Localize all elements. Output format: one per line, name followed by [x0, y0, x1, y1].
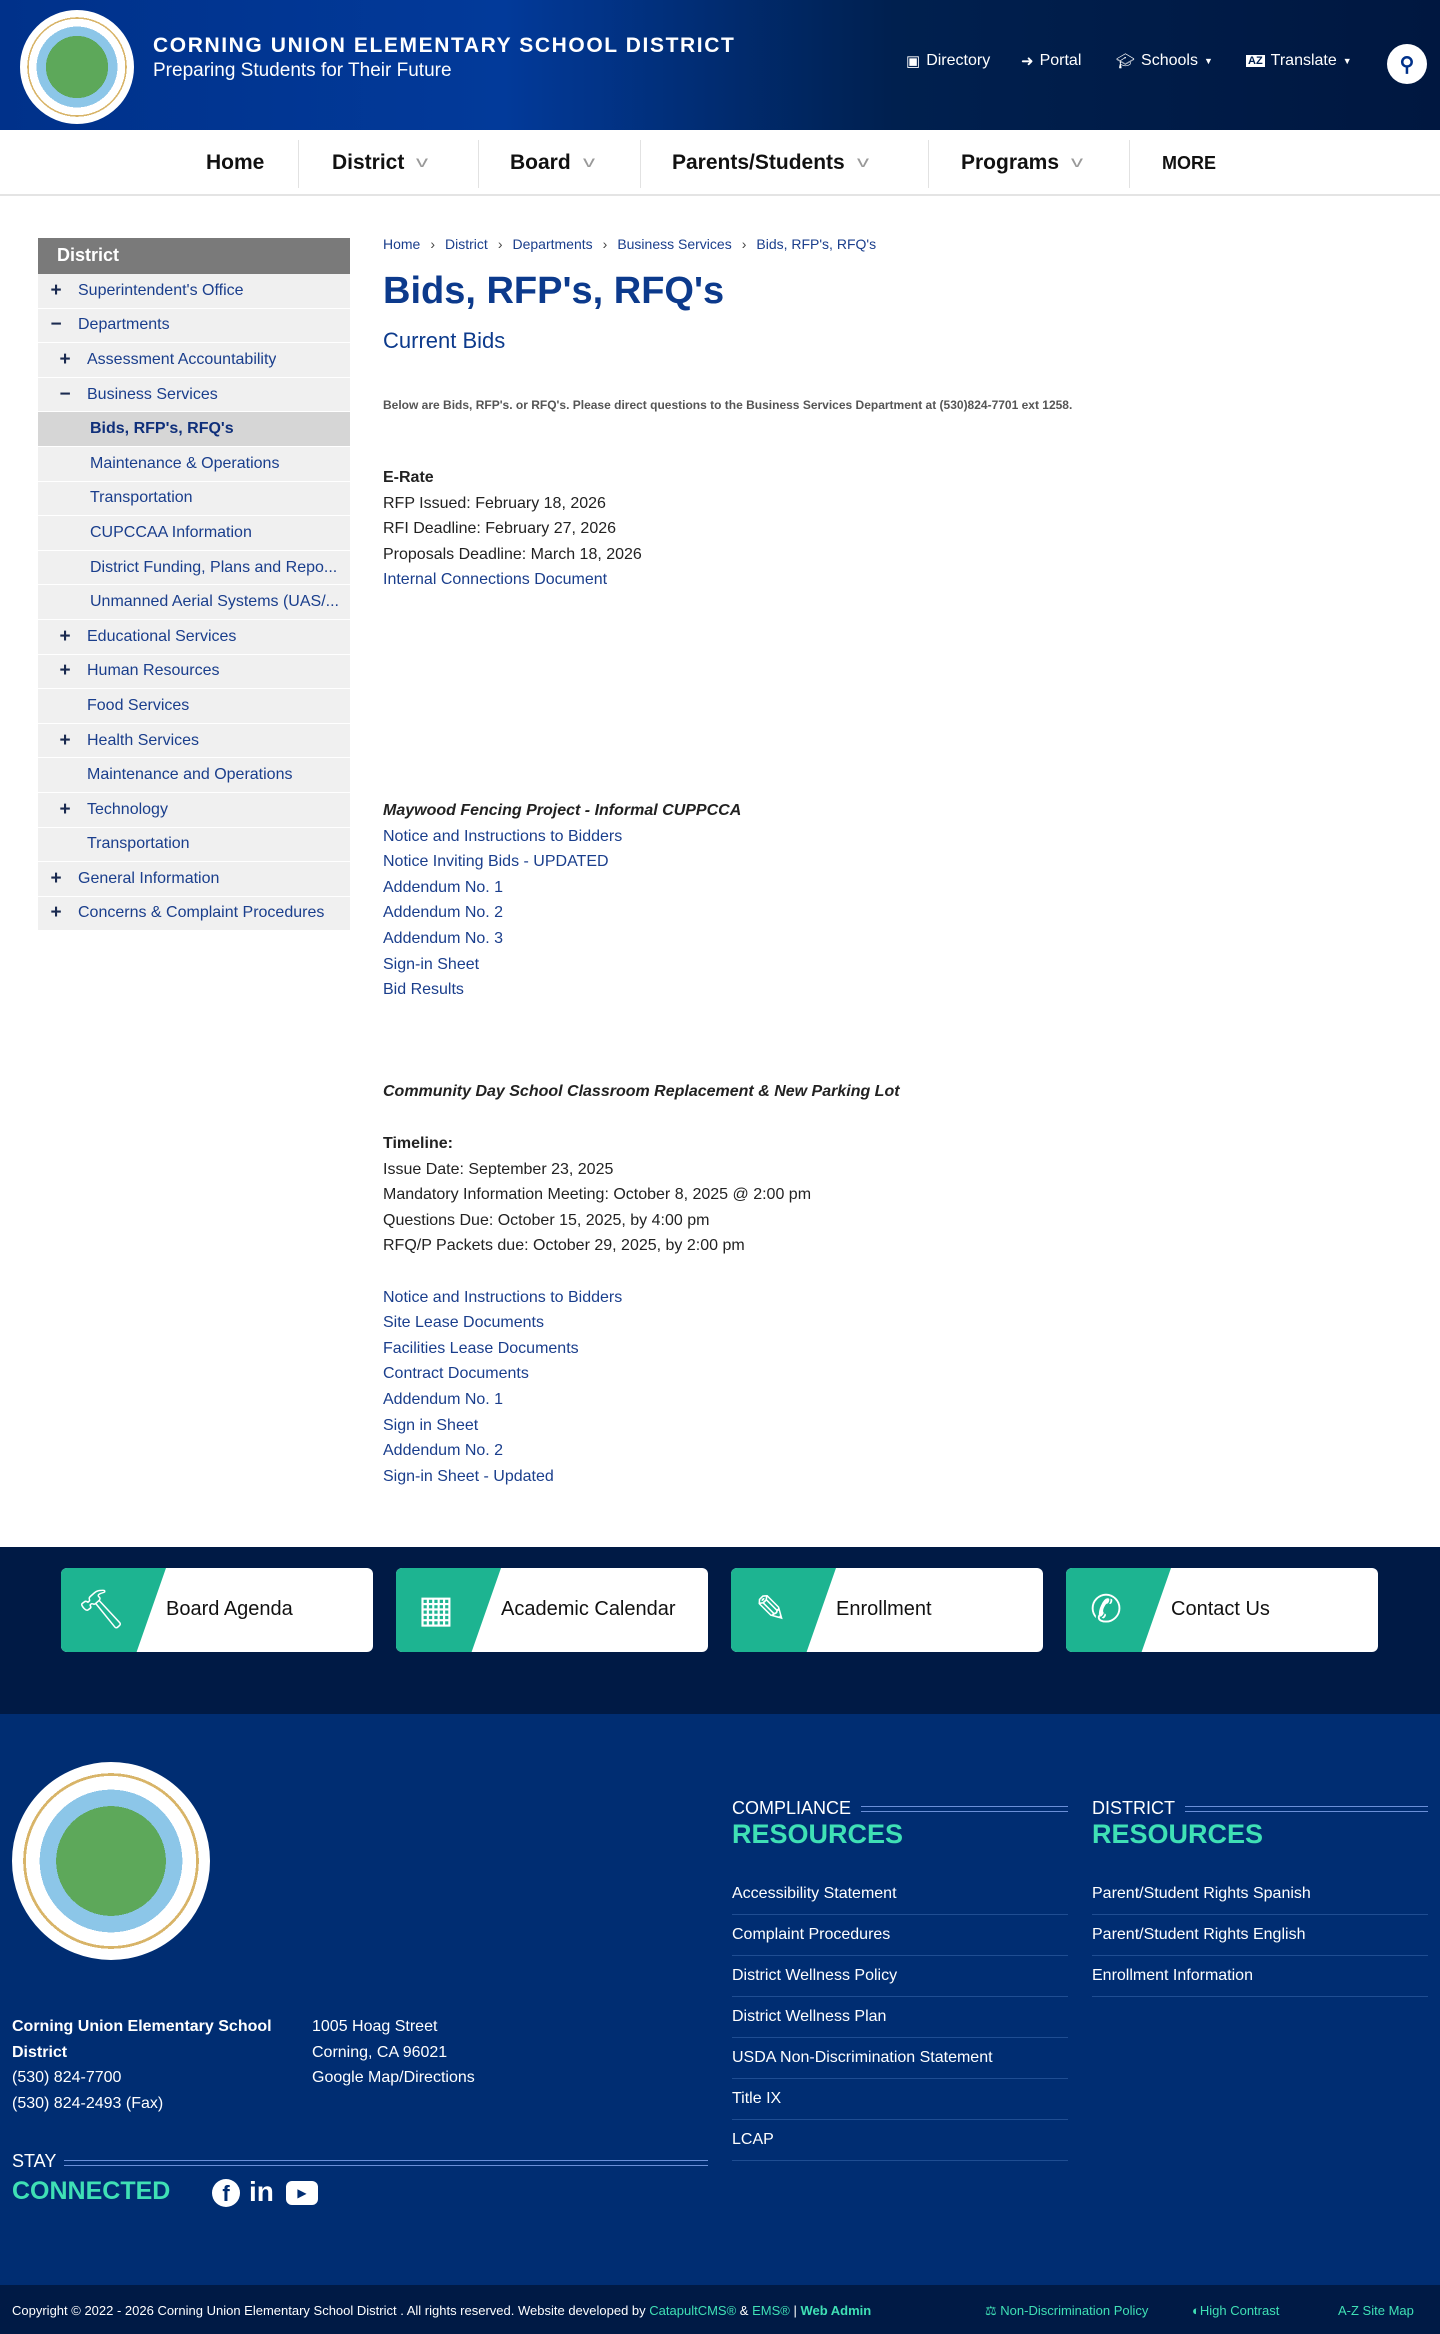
- document-link[interactable]: Addendum No. 1: [383, 1391, 504, 1408]
- sidebar-item[interactable]: [38, 482, 350, 517]
- directory-label: Directory: [926, 52, 991, 69]
- section-heading: E-Rate: [383, 469, 434, 486]
- web-admin-link[interactable]: Web Admin: [800, 2303, 872, 2318]
- card-label: Academic Calendar: [501, 1598, 676, 1620]
- bottom-bar: [0, 2285, 1440, 2334]
- nav-programs[interactable]: [961, 130, 1084, 196]
- chevron-right-icon: ›: [430, 236, 436, 252]
- sidebar-item-label: Health Services: [87, 731, 200, 749]
- gavel-icon: 🔨︎: [77, 1589, 126, 1631]
- breadcrumb-current[interactable]: Bids, RFP's, RFQ's: [756, 236, 877, 252]
- nav-label: Programs: [961, 151, 1060, 174]
- footer-link[interactable]: District Wellness Plan: [732, 1997, 1068, 2038]
- sidebar-item-label: Technology: [87, 800, 168, 818]
- ampersand: &: [739, 2303, 749, 2318]
- bid-detail: Mandatory Information Meeting: October 8, 2025 @ 2:00 pm: [383, 1186, 812, 1204]
- footer-phone[interactable]: (530) 824-7700: [12, 2069, 122, 2086]
- page-subtitle: Current Bids: [383, 328, 506, 353]
- site-tagline: Preparing Students for Their Future: [153, 60, 452, 81]
- chevron-down-icon: v: [1071, 154, 1084, 171]
- youtube-icon[interactable]: ▶: [286, 2181, 318, 2205]
- district-label: DISTRICT: [1092, 1798, 1175, 1818]
- site-header: [0, 0, 1440, 130]
- sidebar-item-label: Unmanned Aerial Systems (UAS/...: [90, 593, 339, 611]
- nav-divider: [298, 140, 299, 188]
- document-link[interactable]: Addendum No. 1: [383, 878, 504, 896]
- document-link[interactable]: Facilities Lease Documents: [383, 1339, 579, 1357]
- facebook-icon[interactable]: f: [212, 2179, 240, 2207]
- stay-label: STAY: [12, 2151, 57, 2171]
- expand-icon[interactable]: +: [59, 660, 71, 682]
- sidebar-item-label: Departments: [78, 316, 170, 334]
- divider-line: [64, 2160, 708, 2166]
- chevron-down-icon: v: [856, 154, 869, 171]
- footer-link[interactable]: District Wellness Policy: [732, 1956, 1068, 1997]
- sidebar-item[interactable]: [38, 585, 350, 620]
- nav-parents-students[interactable]: [672, 130, 867, 196]
- bid-detail: RFI Deadline: February 27, 2026: [383, 520, 617, 538]
- section-heading: Maywood Fencing Project - Informal CUPPCCA: [383, 802, 742, 819]
- expand-icon[interactable]: +: [59, 625, 71, 647]
- schools-dropdown[interactable]: [1116, 52, 1213, 70]
- nav-label: MORE: [1162, 152, 1216, 173]
- nav-board[interactable]: [510, 130, 593, 196]
- sidebar-item-label: Maintenance & Operations: [90, 454, 280, 472]
- breadcrumb-business-services[interactable]: Business Services: [617, 236, 732, 252]
- footer-address-2: Corning, CA 96021: [312, 2044, 448, 2061]
- sidebar-item[interactable]: [38, 274, 350, 309]
- quick-link-academic-calendar[interactable]: [396, 1568, 708, 1652]
- search-icon: ⚲: [1399, 53, 1415, 76]
- compliance-heading: RESOURCES: [732, 1819, 904, 1849]
- section-heading: Community Day School Classroom Replacement & New Parking Lot: [383, 1083, 900, 1100]
- breadcrumb-district[interactable]: District: [445, 236, 488, 252]
- document-link[interactable]: Sign-in Sheet: [383, 955, 480, 973]
- district-logo[interactable]: [20, 10, 134, 124]
- compliance-label: COMPLIANCE: [732, 1798, 852, 1818]
- chevron-down-icon: v: [416, 154, 429, 171]
- high-contrast-toggle[interactable]: [1192, 2303, 1279, 2318]
- expand-icon[interactable]: +: [50, 902, 62, 924]
- sidebar-item[interactable]: [38, 620, 350, 655]
- document-link[interactable]: Bid Results: [383, 981, 464, 999]
- timeline-label: Timeline:: [383, 1135, 453, 1152]
- chevron-right-icon: ›: [741, 236, 747, 252]
- footer-link[interactable]: Accessibility Statement: [732, 1874, 1068, 1915]
- linkedin-icon[interactable]: in: [249, 2176, 274, 2207]
- sidebar-item-label: Assessment Accountability: [87, 350, 277, 368]
- portal-label: Portal: [1039, 52, 1082, 69]
- nav-label: Home: [206, 151, 265, 174]
- expand-icon[interactable]: +: [50, 867, 62, 889]
- sidebar: [38, 238, 350, 931]
- caret-down-icon: ▼: [1342, 56, 1352, 66]
- sidebar-item-label: District Funding, Plans and Repo...: [90, 558, 338, 576]
- nav-divider: [1129, 140, 1130, 188]
- contrast-icon: ◐: [1192, 2303, 1200, 2318]
- footer-link[interactable]: USDA Non-Discrimination Statement: [732, 2038, 1068, 2079]
- sidebar-item-label: Food Services: [87, 696, 190, 714]
- card-label: Board Agenda: [166, 1598, 293, 1620]
- bid-detail: Issue Date: September 23, 2025: [383, 1160, 614, 1178]
- graduation-cap-icon: 🎓︎: [1116, 53, 1136, 70]
- footer-link[interactable]: LCAP: [732, 2120, 1068, 2161]
- search-button[interactable]: [1387, 44, 1427, 84]
- footer-link[interactable]: Parent/Student Rights English: [1092, 1915, 1428, 1956]
- sidebar-item[interactable]: [38, 343, 350, 378]
- bid-detail: RFP Issued: February 18, 2026: [383, 494, 606, 512]
- sidebar-item-label: Transportation: [90, 489, 193, 507]
- sidebar-item[interactable]: [38, 551, 350, 586]
- document-link[interactable]: Addendum No. 3: [383, 930, 504, 947]
- document-link[interactable]: Site Lease Documents: [383, 1314, 544, 1332]
- nav-home[interactable]: [206, 130, 264, 196]
- bid-detail: RFQ/P Packets due: October 29, 2025, by 2:00 pm: [383, 1237, 745, 1255]
- expand-icon[interactable]: +: [50, 279, 62, 301]
- sidebar-item[interactable]: [38, 412, 350, 447]
- non-discrimination-label: Non-Discrimination Policy: [1000, 2303, 1149, 2318]
- footer-link[interactable]: Complaint Procedures: [732, 1915, 1068, 1956]
- sidebar-item[interactable]: [38, 758, 350, 793]
- sidebar-item[interactable]: [38, 309, 350, 344]
- collapse-icon[interactable]: −: [50, 314, 62, 336]
- bid-detail: Proposals Deadline: March 18, 2026: [383, 545, 642, 563]
- nav-divider: [928, 140, 929, 188]
- breadcrumb: [383, 236, 876, 252]
- connected-label: CONNECTED: [12, 2177, 171, 2205]
- footer-link[interactable]: Enrollment Information: [1092, 1956, 1428, 1997]
- nav-label: Board: [510, 151, 571, 174]
- district-heading: RESOURCES: [1092, 1819, 1264, 1849]
- sidebar-item[interactable]: [38, 862, 350, 897]
- chevron-down-icon: v: [582, 154, 595, 171]
- nav-divider: [478, 140, 479, 188]
- schools-label: Schools: [1141, 52, 1198, 69]
- quick-link-contact-us[interactable]: [1066, 1568, 1378, 1652]
- sidebar-item[interactable]: [38, 378, 350, 413]
- divider-line: [1185, 1806, 1428, 1812]
- compliance-resources: [732, 1798, 1068, 2161]
- sidebar-list: [38, 274, 350, 931]
- card-label: Enrollment: [836, 1598, 932, 1620]
- page-title: Bids, RFP's, RFQ's: [383, 270, 725, 312]
- document-link[interactable]: Sign in Sheet: [383, 1416, 479, 1434]
- portal-link[interactable]: [1021, 52, 1081, 70]
- sidebar-item[interactable]: [38, 689, 350, 724]
- site-map-link[interactable]: A-Z Site Map: [1338, 2303, 1414, 2318]
- footer-address-1: 1005 Hoag Street: [312, 2018, 438, 2035]
- sidebar-item-label: Human Resources: [87, 662, 220, 680]
- chevron-right-icon: ›: [497, 236, 503, 252]
- sidebar-item-label: CUPCCAA Information: [90, 523, 252, 541]
- nav-divider: [640, 140, 641, 188]
- translate-dropdown[interactable]: [1246, 52, 1352, 70]
- document-link[interactable]: Notice and Instructions to Bidders: [383, 827, 623, 845]
- intro-text: Below are Bids, RFP's. or RFQ's. Please direct questions to the Business Services Department at (530)824-7701 ext 1258.: [383, 398, 1073, 412]
- copyright-text: Copyright © 2022 - 2026 Corning Union Elementary School District . All rights reserved. Website developed by: [12, 2303, 646, 2318]
- non-discrimination-link[interactable]: [985, 2303, 1148, 2319]
- footer-link[interactable]: Title IX: [732, 2079, 1068, 2120]
- high-contrast-label: High Contrast: [1199, 2303, 1280, 2318]
- caret-down-icon: ▼: [1203, 56, 1213, 66]
- document-link[interactable]: Addendum No. 2: [383, 904, 504, 922]
- sidebar-item[interactable]: [38, 655, 350, 690]
- sidebar-item[interactable]: [38, 516, 350, 551]
- sidebar-item-label: Transportation: [87, 835, 190, 853]
- translate-label: Translate: [1270, 52, 1337, 69]
- document-link[interactable]: Notice and Instructions to Bidders: [383, 1288, 623, 1306]
- sidebar-item-label: General Information: [78, 869, 220, 887]
- chevron-right-icon: ›: [602, 236, 608, 252]
- nav-label: District: [332, 151, 405, 174]
- sidebar-item-label: Concerns & Complaint Procedures: [78, 904, 325, 922]
- sidebar-title: District: [38, 238, 350, 274]
- ems-link[interactable]: EMS®: [752, 2303, 790, 2318]
- footer-map-link[interactable]: Google Map/Directions: [312, 2069, 475, 2086]
- breadcrumb-home[interactable]: Home: [383, 236, 421, 252]
- sidebar-item[interactable]: [38, 724, 350, 759]
- divider-line: [861, 1806, 1068, 1812]
- sidebar-item[interactable]: [38, 793, 350, 828]
- calendar-icon: ▦: [418, 1589, 454, 1631]
- quick-link-board-agenda[interactable]: [61, 1568, 373, 1652]
- sidebar-item[interactable]: [38, 897, 350, 932]
- sidebar-item-label: Bids, RFP's, RFQ's: [90, 420, 234, 438]
- document-link[interactable]: Contract Documents: [383, 1365, 529, 1383]
- quick-links-band: [0, 1547, 1440, 1714]
- bid-detail: Questions Due: October 15, 2025, by 4:00 pm: [383, 1211, 710, 1229]
- sidebar-item[interactable]: [38, 447, 350, 482]
- document-link[interactable]: Addendum No. 2: [383, 1442, 504, 1460]
- site-title[interactable]: CORNING UNION ELEMENTARY SCHOOL DISTRICT: [153, 34, 736, 57]
- footer-logo: [12, 1762, 210, 1960]
- catapultcms-link[interactable]: CatapultCMS®: [649, 2303, 737, 2318]
- quick-link-enrollment[interactable]: [731, 1568, 1043, 1652]
- nav-district[interactable]: [332, 130, 429, 196]
- sidebar-item-label: Educational Services: [87, 627, 237, 645]
- footer-org-name: Corning Union Elementary School District: [12, 2018, 272, 2061]
- directory-link[interactable]: [906, 52, 990, 70]
- document-link[interactable]: Notice Inviting Bids - UPDATED: [383, 853, 609, 871]
- card-label: Contact Us: [1171, 1598, 1270, 1620]
- copyright: Copyright © 2022 - 2026 Corning Union Elementary School District . All rights reserved. Website developed by CatapultCMS® & EMS® | Web Admin: [12, 2303, 872, 2318]
- expand-icon[interactable]: +: [59, 798, 71, 820]
- nav-label: Parents/Students: [672, 151, 845, 174]
- collapse-icon[interactable]: −: [59, 383, 71, 405]
- sidebar-item-label: Business Services: [87, 385, 218, 403]
- directory-icon: ▣: [906, 53, 921, 70]
- sidebar-item-label: Maintenance and Operations: [87, 766, 293, 784]
- footer-fax: (530) 824-2493 (Fax): [12, 2095, 164, 2112]
- pencil-icon: ✎: [755, 1589, 787, 1631]
- document-link[interactable]: Internal Connections Document: [383, 571, 608, 589]
- phone-icon: ✆: [1090, 1589, 1122, 1631]
- nav-more[interactable]: [1162, 130, 1216, 196]
- scale-icon: ⚖: [985, 2303, 997, 2318]
- sign-in-icon: ➜: [1021, 53, 1034, 70]
- expand-icon[interactable]: +: [59, 729, 71, 751]
- site-footer: [0, 1714, 1440, 2285]
- expand-icon[interactable]: +: [59, 348, 71, 370]
- sidebar-item-label: Superintendent's Office: [78, 281, 244, 299]
- document-link[interactable]: Sign-in Sheet - Updated: [383, 1467, 554, 1485]
- district-resources: [1092, 1798, 1428, 1997]
- breadcrumb-departments[interactable]: Departments: [512, 236, 593, 252]
- sidebar-item[interactable]: [38, 828, 350, 863]
- translate-icon: AZ: [1248, 55, 1263, 67]
- footer-link[interactable]: Parent/Student Rights Spanish: [1092, 1874, 1428, 1915]
- main-nav: [0, 130, 1440, 196]
